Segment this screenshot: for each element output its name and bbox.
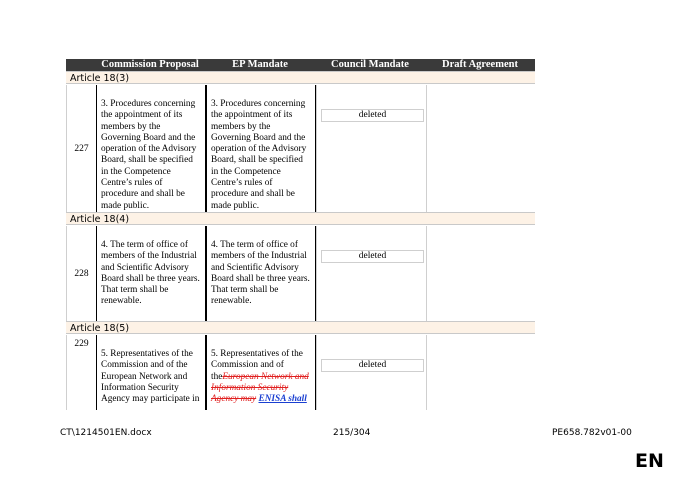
ep-text: 3. Procedures concerning the appointment of its members by the Governing Board and the operation of the Advisory Board, shall be specified in the Competence Centre’s rules of procedure and shall be made public.	[206, 85, 316, 213]
header-council-mandate: Council Mandate	[331, 59, 409, 70]
table-row	[66, 85, 535, 213]
table-row	[66, 226, 535, 322]
header-commission-proposal: Commission Proposal	[101, 59, 199, 70]
row-number: 229	[74, 339, 89, 349]
header-draft-agreement: Draft Agreement	[442, 59, 518, 70]
footer-document-id: CT\1214501EN.docx	[60, 428, 152, 438]
ep-text: 4. The term of office of members of the Industrial and Scientific Advisory Board shall be three years. That term shall be renewable.	[206, 226, 316, 322]
row-number: 228	[74, 269, 89, 279]
language-code: EN	[635, 450, 664, 472]
table-row	[66, 335, 535, 410]
commission-text: 3. Procedures concerning the appointment of its members by the Governing Board and the operation of the Advisory Board, shall be specified in the Competence Centre’s rules of procedure and shall be made public.	[96, 85, 206, 213]
footer-page-number: 215/304	[333, 428, 371, 438]
header-ep-mandate: EP Mandate	[232, 59, 288, 70]
ep-plain-text: 5. Representatives of the Commission and of the	[211, 349, 303, 382]
ep-text	[206, 335, 316, 410]
commission-text: 4. The term of office of members of the Industrial and Scientific Advisory Board shall be three years. That term shall be renewable.	[96, 226, 206, 322]
council-deleted: deleted	[321, 250, 424, 263]
ep-inserted-text: ENISA shall	[258, 394, 307, 405]
council-deleted: deleted	[321, 359, 424, 372]
ep-struck-text: European Network and Information Security Agency may	[211, 371, 309, 405]
council-deleted: deleted	[321, 109, 424, 122]
footer-reference: PE658.782v01-00	[552, 428, 632, 438]
article-heading: Article 18(5)	[66, 321, 535, 334]
article-heading: Article 18(3)	[66, 71, 535, 84]
table-header	[66, 59, 535, 71]
article-heading: Article 18(4)	[66, 212, 535, 225]
commission-text: 5. Representatives of the Commission and of the European Network and Information Security Agency may participate in	[96, 335, 206, 410]
row-number: 227	[74, 144, 89, 154]
